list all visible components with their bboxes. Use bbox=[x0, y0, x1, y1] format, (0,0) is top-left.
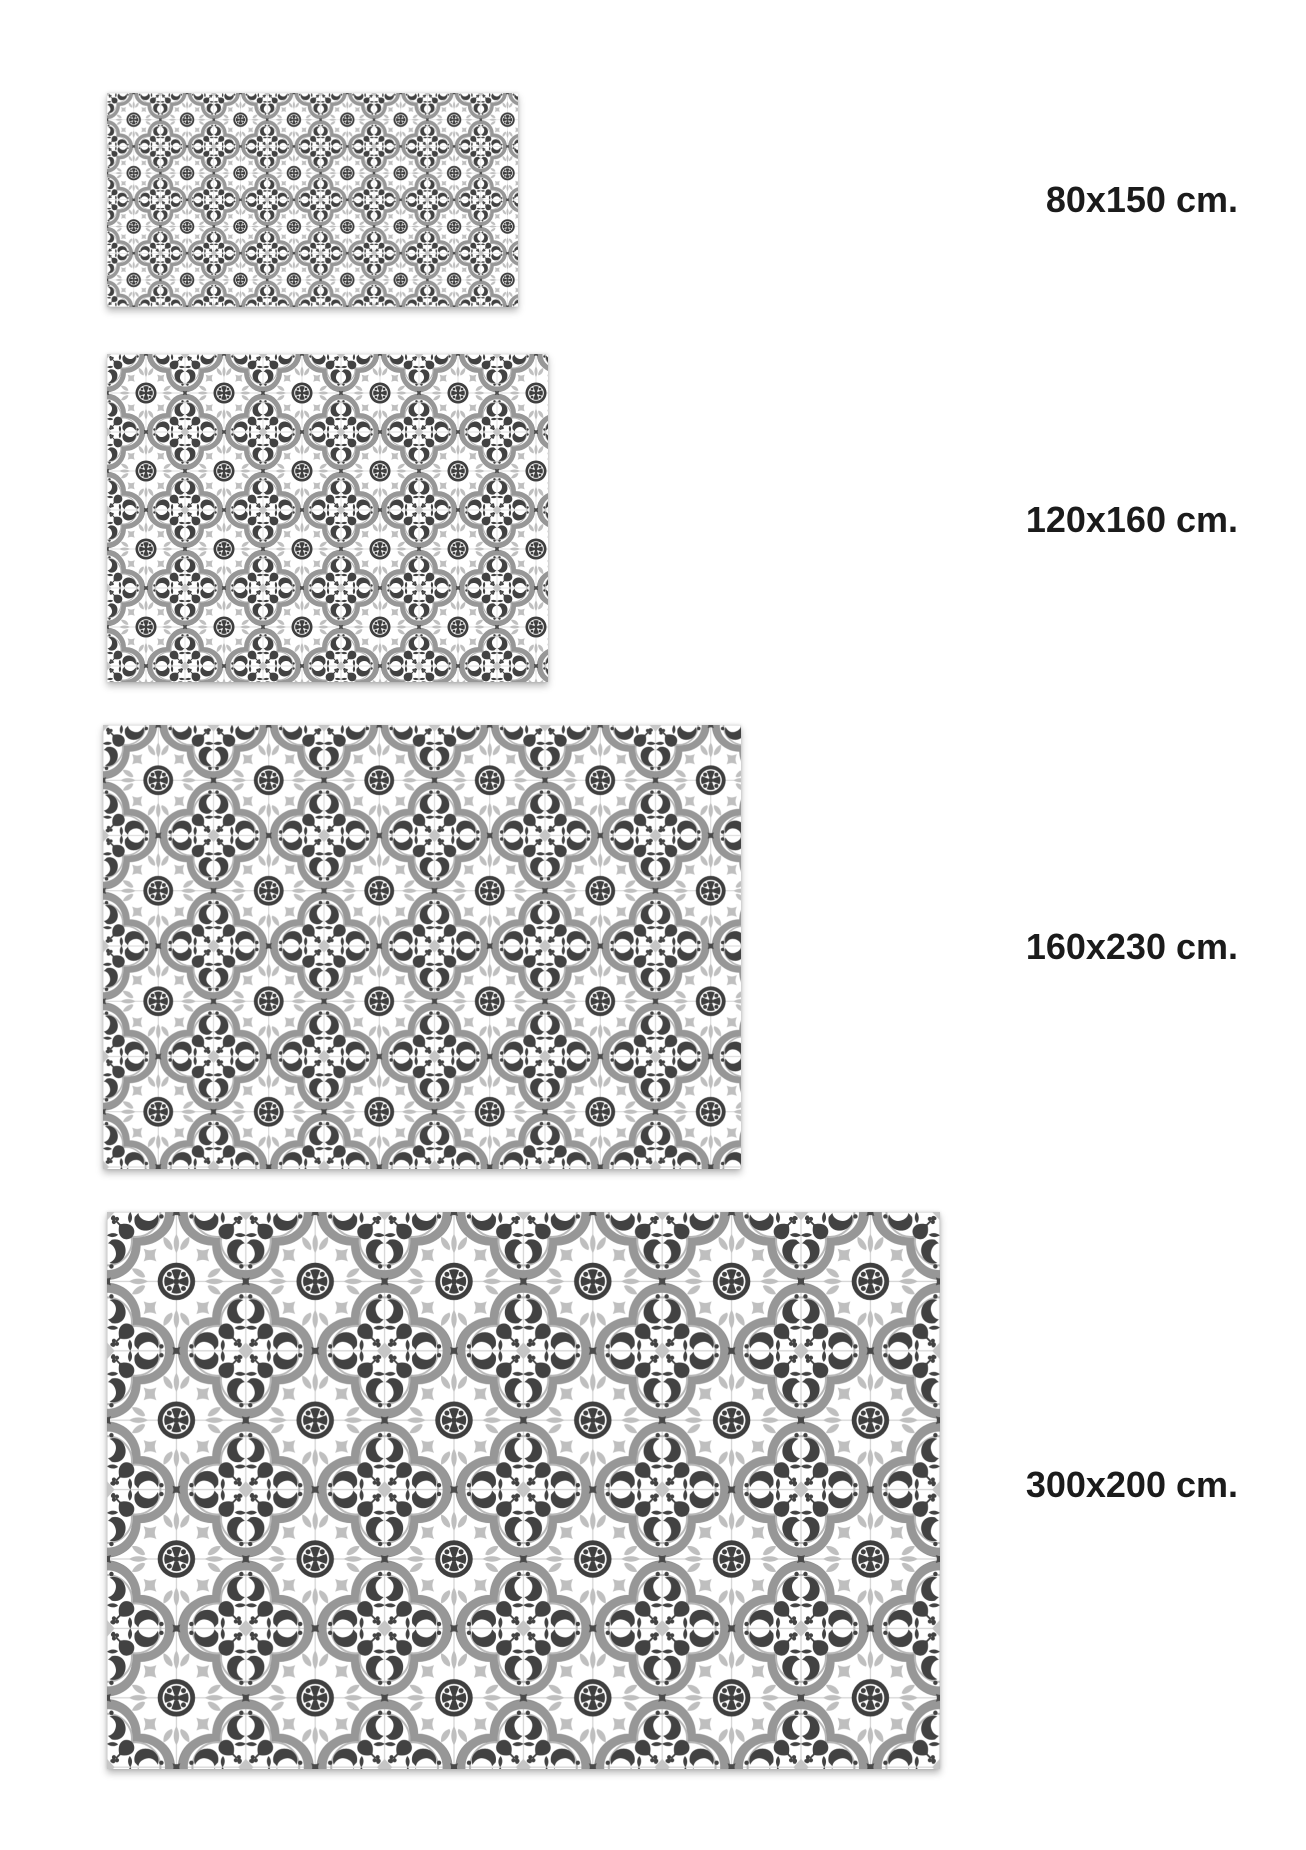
rug-swatch-80x150 bbox=[107, 93, 518, 307]
rug-swatch-300x200 bbox=[107, 1212, 940, 1769]
rug-size-label-80x150: 80x150 cm. bbox=[1045, 179, 1238, 220]
rug-swatch-120x160 bbox=[107, 354, 548, 682]
rug-size-label-300x200: 300x200 cm. bbox=[1025, 1464, 1238, 1505]
rug-swatch-160x230 bbox=[103, 725, 741, 1169]
rug-size-label-160x230: 160x230 cm. bbox=[1025, 926, 1238, 967]
rug-size-label-120x160: 120x160 cm. bbox=[1025, 499, 1238, 540]
